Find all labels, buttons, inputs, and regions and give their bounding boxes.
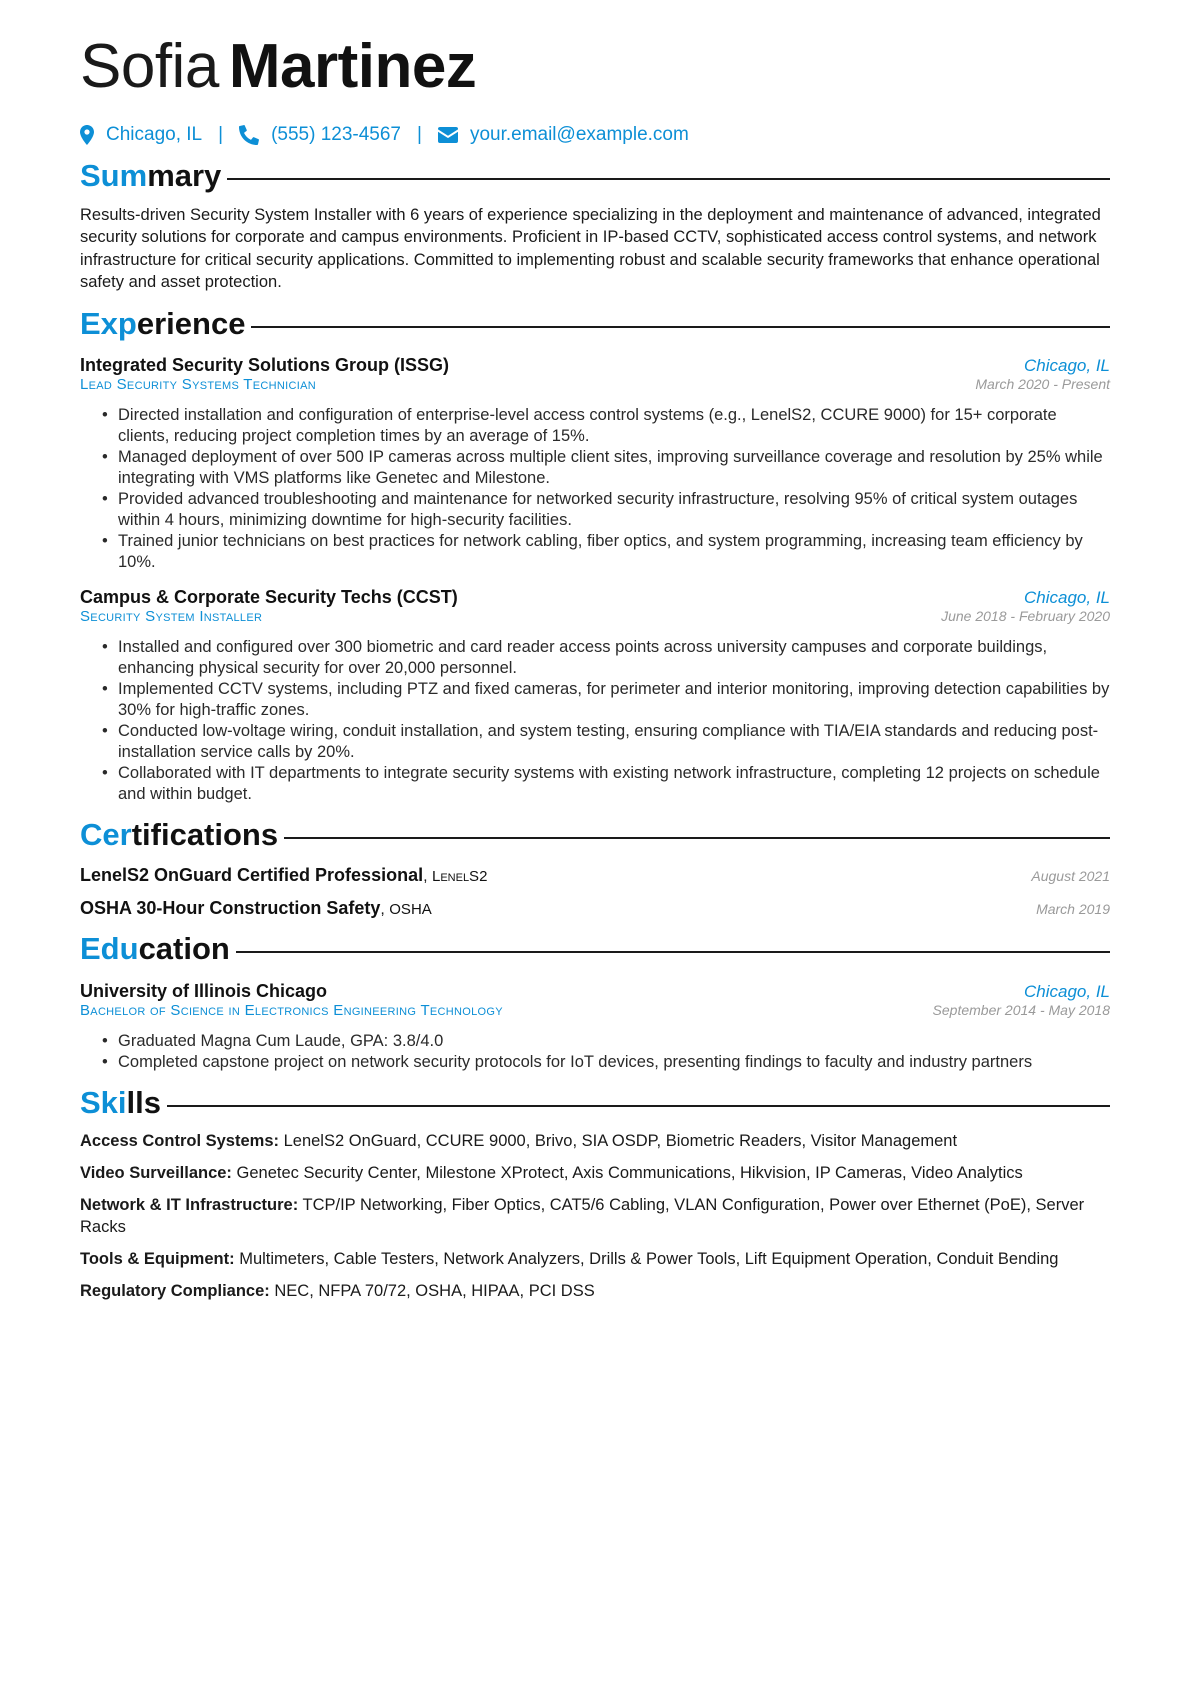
section-rule: [251, 326, 1110, 328]
list-item: • Completed capstone project on network security protocols for IoT devices, presenting findings to faculty and industry partners: [118, 1052, 1110, 1073]
summary-heading-rest: mary: [147, 158, 222, 193]
job-dates: March 2020 - Present: [975, 376, 1110, 393]
certifications-heading: [80, 817, 1110, 853]
list-item: • Provided advanced troubleshooting and maintenance for networked security infrastructure, resolving 95% of critical system outages within 4 hours, minimizing downtime for high-security facilities.: [118, 489, 1110, 531]
phone-icon: [239, 125, 259, 145]
skill-value: NEC, NFPA 70/72, OSHA, HIPAA, PCI DSS: [274, 1282, 595, 1301]
experience-heading: [80, 306, 1110, 342]
job-entry: [80, 587, 1110, 805]
contact-line: [80, 124, 1110, 146]
job-bullets: [80, 405, 1110, 573]
skill-label: Network & IT Infrastructure:: [80, 1196, 299, 1215]
phone-text: (555) 123-4567: [271, 124, 401, 145]
list-item: • Graduated Magna Cum Laude, GPA: 3.8/4.0: [118, 1031, 1110, 1052]
skill-line: [80, 1130, 1110, 1152]
envelope-icon: [438, 127, 458, 143]
email-text: your.email@example.com: [469, 124, 689, 145]
list-item: • Trained junior technicians on best practices for network cabling, fiber optics, and system programming, increasing team efficiency by 10%.: [118, 531, 1110, 573]
list-item: • Conducted low-voltage wiring, conduit installation, and system testing, ensuring compliance with TIA/EIA standards and reducing post-installation service calls by 20%.: [118, 721, 1110, 763]
education-entry: [80, 981, 1110, 1073]
section-rule: [227, 178, 1110, 180]
job-bullets: [80, 637, 1110, 805]
experience-heading-rest: erience: [136, 305, 246, 341]
certification-issuer: LenelS2: [431, 867, 488, 885]
section-rule: [284, 837, 1110, 839]
skills-heading-rest: lls: [126, 1084, 161, 1120]
education-bullets: [80, 1031, 1110, 1073]
skill-value: Multimeters, Cable Testers, Network Analyzers, Drills & Power Tools, Lift Equipment Operation, Conduit Bending: [239, 1250, 1059, 1269]
education-heading-accent: Edu: [80, 930, 139, 966]
certification-date: March 2019: [1036, 900, 1110, 917]
list-item: • Managed deployment of over 500 IP cameras across multiple client sites, improving surveillance coverage and resolution by 25% while integrating with VMS platforms like Genetec and Milestone.: [118, 447, 1110, 489]
job-role: Security System Installer: [80, 608, 263, 626]
certifications-heading-accent: Cer: [80, 817, 132, 853]
certification-date: August 2021: [1031, 867, 1110, 884]
degree-name: Bachelor of Science in Electronics Engineering Technology: [80, 1001, 503, 1019]
last-name: Martinez: [228, 32, 477, 101]
skill-value: LenelS2 OnGuard, CCURE 9000, Brivo, SIA OSDP, Biometric Readers, Visitor Management: [283, 1132, 958, 1151]
list-item: • Directed installation and configuration of enterprise-level access control systems (e.g., LenelS2, CCURE 9000) for 15+ corporate clients, reducing project completion times by an average of 15%.: [118, 405, 1110, 447]
job-dates: June 2018 - February 2020: [941, 608, 1110, 625]
skill-line: [80, 1280, 1110, 1302]
skill-line: [80, 1248, 1110, 1270]
list-item: • Implemented CCTV systems, including PTZ and fixed cameras, for perimeter and interior monitoring, improving detection capabilities by 30% for high-traffic zones.: [118, 679, 1110, 721]
certification-name: OSHA 30-Hour Construction Safety: [80, 897, 381, 918]
company-name: Integrated Security Solutions Group (ISSG): [80, 355, 450, 376]
skills-heading: [80, 1085, 1110, 1121]
location-text: Chicago, IL: [106, 124, 203, 145]
first-name: Sofia: [80, 32, 219, 101]
skill-label: Access Control Systems:: [80, 1132, 279, 1151]
map-marker-icon: [80, 125, 94, 145]
contact-separator: |: [417, 124, 422, 145]
certification-item: LenelS2 OnGuard Certified Professional, LenelS2 August 2021: [80, 864, 1110, 885]
contact-separator: |: [218, 124, 224, 145]
skill-label: Regulatory Compliance:: [80, 1282, 270, 1301]
education-heading: [80, 931, 1110, 967]
summary-text: Results-driven Security System Installer with 6 years of experience specializing in the deployment and maintenance of advanced, integrated security solutions for corporate and campus environments. Proficient in IP-based CCTV, sophisticated access control systems, and network infrastructure for critical security applications. Committed to implementing robust and scalable security frameworks that enhance operational safety and asset protection.: [80, 205, 1101, 292]
school-name: University of Illinois Chicago: [80, 980, 328, 1001]
contact-email[interactable]: [438, 124, 689, 146]
job-entry: [80, 355, 1110, 573]
section-rule: [167, 1105, 1110, 1107]
list-item: • Installed and configured over 300 biometric and card reader access points across university campuses and corporate buildings, enhancing physical security for over 20,000 personnel.: [118, 637, 1110, 679]
contact-location: [80, 124, 202, 146]
job-role: Lead Security Systems Technician: [80, 376, 316, 394]
summary-heading: [80, 158, 1110, 194]
list-item: • Collaborated with IT departments to integrate security systems with existing network infrastructure, completing 12 projects on schedule and within budget.: [118, 763, 1110, 805]
skill-label: Tools & Equipment:: [80, 1250, 235, 1269]
section-rule: [236, 951, 1110, 953]
skill-line: [80, 1162, 1110, 1184]
skills-heading-accent: Ski: [80, 1084, 127, 1120]
contact-phone[interactable]: [239, 124, 401, 146]
full-name: [80, 32, 1110, 101]
education-heading-rest: cation: [138, 930, 230, 966]
certification-name: LenelS2 OnGuard Certified Professional: [80, 864, 424, 885]
skill-line: [80, 1194, 1110, 1238]
certification-issuer: OSHA: [389, 900, 432, 918]
skill-label: Video Surveillance:: [80, 1164, 232, 1183]
job-location: Chicago, IL: [1024, 356, 1110, 376]
experience-heading-accent: Exp: [80, 305, 137, 341]
job-location: Chicago, IL: [1024, 588, 1110, 608]
school-location: Chicago, IL: [1024, 981, 1110, 1001]
education-dates: September 2014 - May 2018: [932, 1001, 1110, 1018]
certifications-heading-rest: tifications: [131, 817, 279, 853]
certification-item: OSHA 30-Hour Construction Safety, OSHA March 2019: [80, 897, 1110, 918]
summary-heading-accent: Sum: [80, 158, 148, 193]
company-name: Campus & Corporate Security Techs (CCST): [80, 587, 458, 608]
skill-value: TCP/IP Networking, Fiber Optics, CAT5/6 Cabling, VLAN Configuration, Power over Ethernet (PoE), Server Racks: [80, 1196, 1085, 1237]
skill-value: Genetec Security Center, Milestone XProtect, Axis Communications, Hikvision, IP Cameras, Video Analytics: [236, 1164, 1023, 1183]
